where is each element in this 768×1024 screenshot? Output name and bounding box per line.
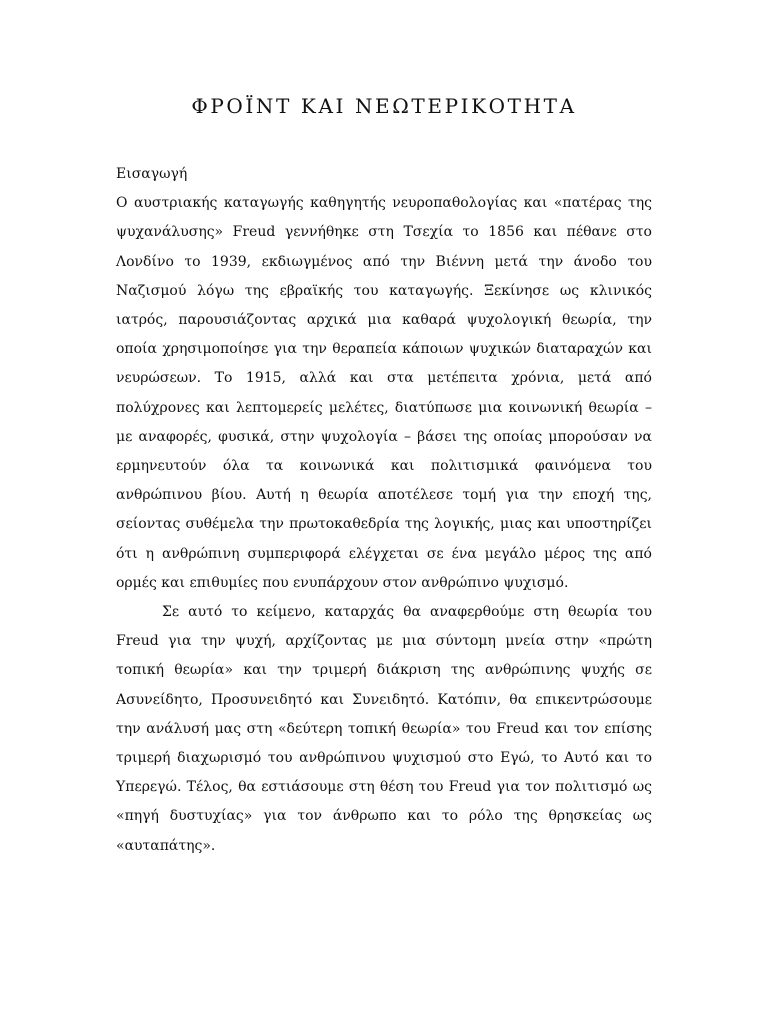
paragraph-1: Ο αυστριακής καταγωγής καθηγητής νευροπαθολογίας και «πατέρας της ψυχανάλυσης» Freud γεννήθηκε στη Τσεχία το 1856 και πέθανε στο Λονδίνο το 1939, εκδιωγμένος από την Βιέννη μετά την άνοδο του Ναζισμού λόγω της εβραϊκής του καταγωγής. Ξεκίνησε ως κλινικός ιατρός, παρουσιάζοντας αρχικά μια καθαρά ψυχολογική θεωρία, την οποία χρησιμοποίησε για την θεραπεία κάποιων ψυχικών διαταραχών και νευρώσεων. Το 1915, αλλά και στα μετέπειτα χρόνια, μετά από πολύχρονες και λεπτομερείς μελέτες, διατύπωσε μια κοινωνική θεωρία –με αναφορές, φυσικά, στην ψυχολογία – βάσει της οποίας μπορούσαν να ερμηνευτούν όλα τα κοινωνικά και πολιτισμικά φαινόμενα του ανθρώπινου βίου. Αυτή η θεωρία αποτέλεσε τομή για την εποχή της, σείοντας συθέμελα την πρωτοκαθεδρία της λογικής, μιας και υποστηρίζει ότι η ανθρώπινη συμπεριφορά ελέγχεται σε ένα μεγάλο μέρος της από ορμές και επιθυμίες που ενυπάρχουν στον ανθρώπινο ψυχισμό.	[116, 195, 652, 591]
paragraph-2: Σε αυτό το κείμενο, καταρχάς θα αναφερθούμε στη θεωρία του Freud για την ψυχή, αρχίζοντας με μια σύντομη μνεία στην «πρώτη τοπική θεωρία» και την τριμερή διάκριση της ανθρώπινης ψυχής σε Ασυνείδητο, Προσυνειδητό και Συνειδητό. Κατόπιν, θα επικεντρώσουμε την ανάλυσή μας στη «δεύτερη τοπική θεωρία» του Freud και τον επίσης τριμερή διαχωρισμό του ανθρώπινου ψυχισμού στο Εγώ, το Αυτό και το Υπερεγώ. Τέλος, θα εστιάσουμε στη θέση του Freud για τον πολιτισμό ως «πηγή δυστυχίας» για τον άνθρωπο και το ρόλο της θρησκείας ως «αυταπάτης».	[116, 604, 652, 854]
document-body	[116, 160, 652, 861]
document-title: ΦΡΟΪΝΤ ΚΑΙ ΝΕΩΤΕΡΙΚΟΤΗΤΑ	[191, 94, 577, 118]
section-heading-introduction: Εισαγωγή	[116, 166, 188, 182]
